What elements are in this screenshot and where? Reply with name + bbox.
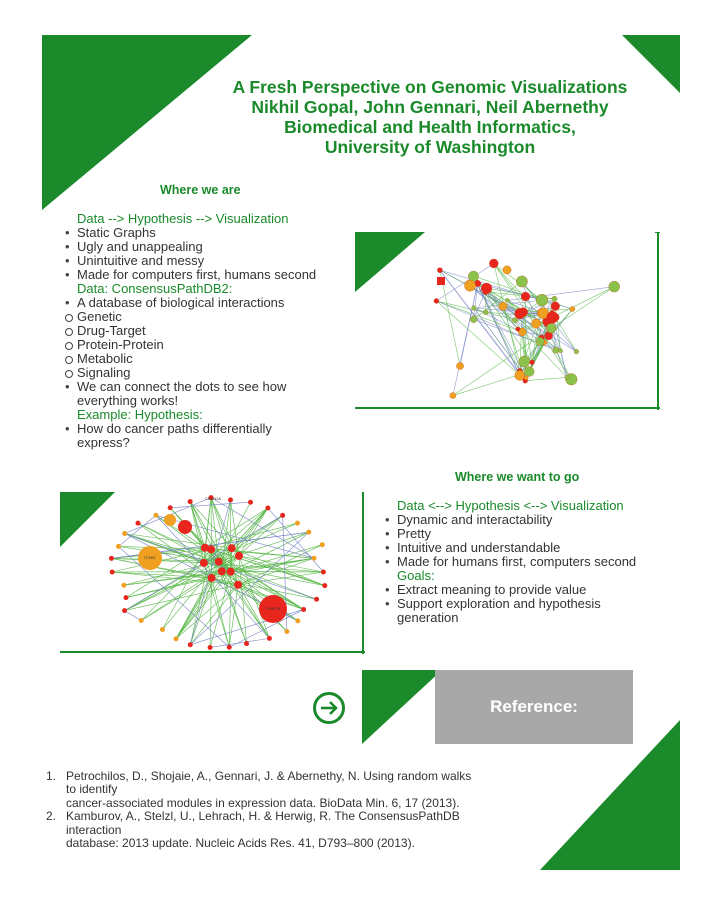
where-we-are-item: Metabolic [65,352,316,366]
where-we-are-item: • Ugly and unappealing [65,240,316,254]
graph2-node [135,521,140,526]
graph2-node [314,597,319,602]
where-we-are-item: Signaling [65,366,316,380]
graph1-node [516,327,520,331]
where-we-want-item: Data <--> Hypothesis <--> Visualization [397,498,624,513]
graph1-node [472,306,477,311]
reference-item [40,770,600,810]
graph2-node [234,581,242,589]
graph2-node [228,544,236,552]
graph1-node [450,393,456,399]
graph1-node [565,375,570,380]
where-we-want-item: • Dynamic and interactability [385,513,636,527]
where-we-want-item: • Pretty [385,527,636,541]
graph1-node [470,316,477,323]
where-we-want-item: • Made for humans first, computers second [385,555,636,569]
graph2-node [153,513,158,518]
graph1-node [553,347,559,353]
graph1-node [515,308,526,319]
graph2-node [227,645,232,650]
graph2-node [321,570,326,575]
graph2-node [208,574,216,582]
graph2-node [109,556,114,561]
graph2-node [160,627,165,632]
graph1-node [524,376,528,380]
graph2-node [280,513,285,518]
graph1-node [546,323,556,333]
graph2-node [215,558,223,566]
graph1-node [503,266,511,274]
graph2-node [178,520,192,534]
graph1-node [547,312,559,324]
poster-university: University of Washington [324,137,536,157]
reference-triangle-bottom [362,700,442,745]
graph2-node [267,636,272,641]
graph2-node [322,583,327,588]
reference-line: database: 2013 update. Nucleic Acids Res. 41, D793–800 (2013). [66,836,415,851]
graph2-node [122,531,127,536]
where-we-are-item: • Made for computers first, humans second [65,268,316,282]
graph2-node [295,521,300,526]
graph1-node [609,281,620,292]
graph1-node [551,302,560,311]
reference-line: to identify [66,782,118,797]
where-we-are-item: everything works! [77,393,179,408]
graph1-node [456,362,463,369]
graph1-node [434,298,439,303]
graph2-node [248,500,253,505]
graph1-node [468,271,478,281]
poster-department: Biomedical and Health Informatics, [284,117,576,137]
reference-list [40,770,600,850]
where-we-want-heading: Where we want to go [455,470,580,484]
where-we-are-item: Protein-Protein [65,338,316,352]
reference-number: 2. [46,809,57,824]
graph2-node [227,568,235,576]
graph2-node [312,556,317,561]
graph2-node [139,618,144,623]
network-graph-2 [60,492,365,654]
graph1-node [437,268,442,273]
graph2-node [188,642,193,647]
graph1-node [512,317,517,322]
where-we-are-item: Data: ConsensusPathDB2: [77,281,233,296]
graph2-node [188,499,193,504]
where-we-are-list [65,212,316,450]
where-we-want-item: • Intuitive and understandable [385,541,636,555]
where-we-want-item: Goals: [397,568,435,583]
graph2-node [200,559,208,567]
graph1-node [489,259,498,268]
where-we-want-item: • Extract meaning to provide value [385,583,636,597]
graph2-node [208,645,213,650]
where-we-want-item: • Support exploration and hypothesis [385,597,636,611]
graph2-node [228,497,233,502]
graph2-node [110,570,115,575]
graph2-node [168,505,173,510]
graph2-label-top: CDKN2A [204,496,222,501]
where-we-are-item: • A database of biological interactions [65,296,316,310]
graph1-node [530,360,535,365]
where-we-are-item: • Unintuitive and messy [65,254,316,268]
graph1-node [519,356,530,367]
graph2-label-prkcb: PRKCB [266,606,280,611]
graph1-node [515,370,525,380]
graph2-node [164,514,176,526]
graph2-node [295,618,300,623]
where-we-want-list [385,499,636,625]
poster-title: A Fresh Perspective on Genomic Visualizations [232,77,628,97]
graph1-node [505,298,509,302]
graph2-node [306,530,311,535]
where-we-are-item: express? [77,435,130,450]
reference-heading: Reference: [490,697,578,716]
graph2-node [121,583,126,588]
graph1-node [559,349,563,353]
graph1-node [536,294,548,306]
graph1-node [499,302,507,310]
reference-line: Petrochilos, D., Shojaie, A., Gennari, J. & Abernethy, N. Using random walks [66,769,472,783]
graph2-node [284,629,289,634]
graph2-node [218,567,226,575]
graph2-label-itgb1: ITGB1 [144,555,156,560]
graph2-node [235,552,243,560]
where-we-are-item: Genetic [65,310,316,324]
arrow-right-icon [319,700,339,716]
graph2-node [174,636,179,641]
where-we-are-item: • We can connect the dots to see how [65,380,316,394]
where-we-are-item: Drug-Target [65,324,316,338]
graph2-node [116,544,121,549]
graph2-node [320,542,325,547]
graph2-node [244,641,249,646]
graph1-node [481,283,492,294]
graph1-node [570,306,575,311]
network-graph-1 [355,232,660,410]
graph2-node [122,608,127,613]
where-we-are-item: Example: Hypothesis: [77,407,203,422]
graph2-node [207,545,215,553]
reference-line: interaction [66,822,122,837]
where-we-are-item: Data --> Hypothesis --> Visualization [77,211,289,226]
graph1-node [464,280,475,291]
graph1-node [574,349,579,354]
reference-item [40,810,600,850]
graph1-node [524,367,534,377]
graph1-node [536,337,544,345]
reference-arrow-button[interactable] [313,692,345,724]
where-we-are-item: • Static Graphs [65,226,316,240]
graph2-node [301,607,306,612]
where-we-are-heading: Where we are [160,183,241,197]
reference-line: cancer-associated modules in expression data. BioData Min. 6, 17 (2013). [66,795,460,810]
reference-line: Kamburov, A., Stelzl, U., Lehrach, H. & Herwig, R. The ConsensusPathDB [66,809,460,824]
graph1-node [437,277,445,285]
graph2-node [123,595,128,600]
graph1-node [516,276,527,287]
graph1-node [483,310,488,315]
where-we-want-item: generation [397,610,459,625]
reference-number: 1. [46,769,57,783]
poster-title-block [170,77,690,157]
graph1-node [521,292,530,301]
where-we-are-item: • How do cancer paths differentially [65,422,316,436]
graph1-node [531,319,540,328]
graph1-node [552,296,557,301]
poster-authors: Nikhil Gopal, John Gennari, Neil Abernethy [251,97,609,117]
graph2-node [265,505,270,510]
